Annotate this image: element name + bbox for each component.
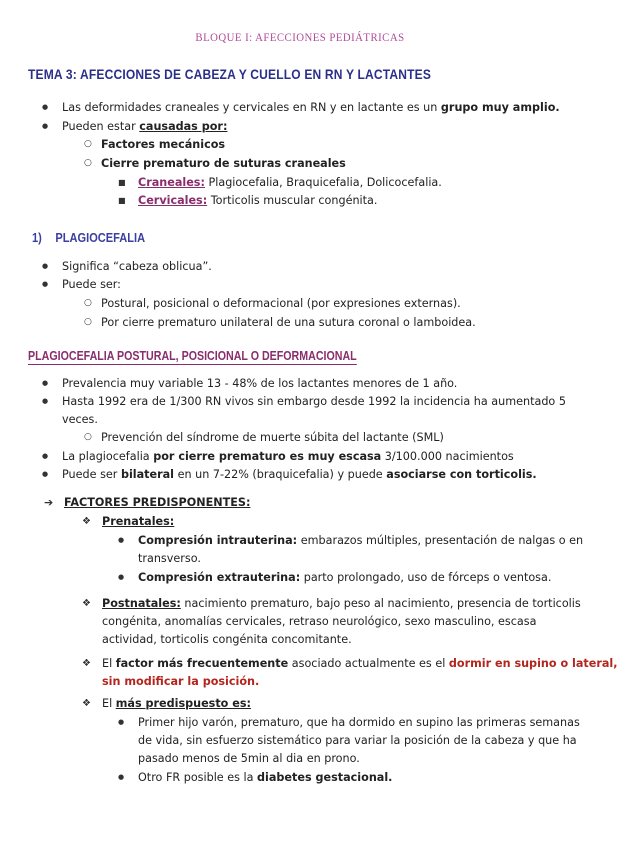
postnatal-line-3: actividad, torticolis congénita concomitante. — [102, 633, 352, 646]
frequent-factor-line-1 — [102, 656, 618, 671]
frequent-factor-line-2: sin modificar la posición. — [102, 675, 260, 688]
s2-bold: asociarse con torticolis. — [386, 468, 537, 481]
s2-line-5 — [62, 467, 537, 482]
freq-red: dormir en supino o lateral, — [448, 657, 618, 670]
intro-line-5 — [138, 175, 442, 190]
s2-text: Puede ser — [62, 468, 121, 481]
factors-heading: ➔ FACTORES PREDISPONENTES: — [64, 495, 250, 510]
section-2-title: PLAGIOCEFALIA POSTURAL, POSICIONAL O DEFORMACIONAL — [28, 348, 357, 363]
prenatal-item-1-text: embarazos múltiples, presentación de nalgas o en — [297, 534, 584, 547]
s2-bold: por cierre prematuro es muy escasa — [153, 450, 382, 463]
postnatal-line-1 — [102, 596, 581, 611]
pred-text: El — [102, 697, 116, 710]
section-1-heading — [32, 230, 145, 245]
intro-line-4: ○ Cierre prematuro de suturas craneales — [101, 156, 346, 171]
predisposed-line-1: ● Primer hijo varón, prematuro, que ha dormido en supino las primeras semanas — [138, 715, 580, 730]
intro-line-3: ○ Factores mecánicos — [101, 137, 225, 152]
fr-bold: diabetes gestacional. — [257, 771, 393, 784]
fr-text: Otro FR posible es la — [138, 771, 258, 784]
freq-bold: factor más frecuentemente — [115, 657, 289, 670]
postnatal-label: Postnatales: — [102, 597, 181, 610]
intro-text: Las deformidades craneales y cervicales en RN y en lactante es un — [62, 101, 441, 114]
s2-text: en un 7-22% (braquicefalia) y puede — [174, 468, 387, 481]
freq-text: El — [102, 657, 116, 670]
prenatal-item-1-cont: transverso. — [138, 552, 201, 565]
s2-line-4 — [62, 449, 514, 464]
s2-line-1: ● Prevalencia muy variable 13 - 48% de los lactantes menores de 1 año. — [62, 376, 457, 391]
intro-bold-underline: causadas por: — [139, 120, 228, 133]
postnatal-text: nacimiento prematuro, bajo peso al nacimiento, presencia de torticolis — [180, 597, 581, 610]
s1-line-1: ● Significa “cabeza oblicua”. — [62, 259, 212, 274]
predisposed-heading — [102, 696, 251, 711]
cervicales-label: Cervicales: — [138, 194, 208, 207]
freq-text: asociado actualmente es el — [288, 657, 449, 670]
intro-line-6 — [138, 193, 377, 208]
block-title: BLOQUE I: AFECCIONES PEDIÁTRICAS — [195, 30, 405, 44]
section-1-number: 1) — [32, 230, 42, 245]
s2-text: 3/100.000 nacimientos — [381, 450, 514, 463]
s2-bold: bilateral — [120, 468, 175, 481]
craneales-text: Plagiocefalia, Braquicefalia, Dolicocefalia. — [204, 176, 442, 189]
postnatal-line-2: congénita, anomalías cervicales, retraso neurológico, sexo masculino, escasa — [102, 615, 537, 628]
pred-bold-underline: más predispuesto es: — [115, 697, 251, 710]
s2-text: La plagiocefalia — [62, 450, 154, 463]
section-1-title: PLAGIOCEFALIA — [55, 230, 146, 245]
intro-bold: grupo muy amplio. — [440, 101, 560, 114]
predisposed-line-3: pasado menos de 5min al dia en prono. — [138, 752, 360, 765]
cervicales-text: Torticolis muscular congénita. — [207, 194, 378, 207]
s2-line-3: ○ Prevención del síndrome de muerte súbita del lactante (SML) — [101, 430, 444, 445]
intro-line-1 — [62, 100, 560, 115]
s2-line-2b: veces. — [62, 413, 98, 426]
prenatal-item-1-bold: Compresión intrauterina: — [138, 534, 298, 547]
prenatal-item-1 — [138, 533, 583, 548]
s1-line-4: ○ Por cierre prematuro unilateral de una sutura coronal o lamboidea. — [101, 315, 476, 330]
s1-line-3: ○ Postural, posicional o deformacional (por expresiones externas). — [101, 296, 461, 311]
prenatal-item-2-bold: Compresión extrauterina: — [138, 571, 301, 584]
intro-line-2 — [62, 119, 227, 134]
prenatal-item-2 — [138, 570, 551, 585]
s2-line-2: ● Hasta 1992 era de 1/300 RN vivos sin embargo desde 1992 la incidencia ha aumentado 5 — [62, 394, 566, 409]
prenatal-label: ❖ Prenatales: — [102, 514, 174, 529]
predisposed-line-2: de vida, sin esfuerzo sistemático para variar la posición de la cabeza y que ha — [138, 734, 577, 747]
section-2-heading — [28, 348, 357, 363]
s1-line-2: ● Puede ser: — [62, 277, 121, 292]
prenatal-item-2-text: parto prolongado, uso de fórceps o ventosa. — [300, 571, 552, 584]
craneales-label: Craneales: — [138, 176, 205, 189]
other-fr-line — [138, 770, 392, 785]
tema-title: TEMA 3: AFECCIONES DE CABEZA Y CUELLO EN RN Y LACTANTES — [28, 66, 432, 82]
intro-text: Pueden estar — [62, 120, 140, 133]
